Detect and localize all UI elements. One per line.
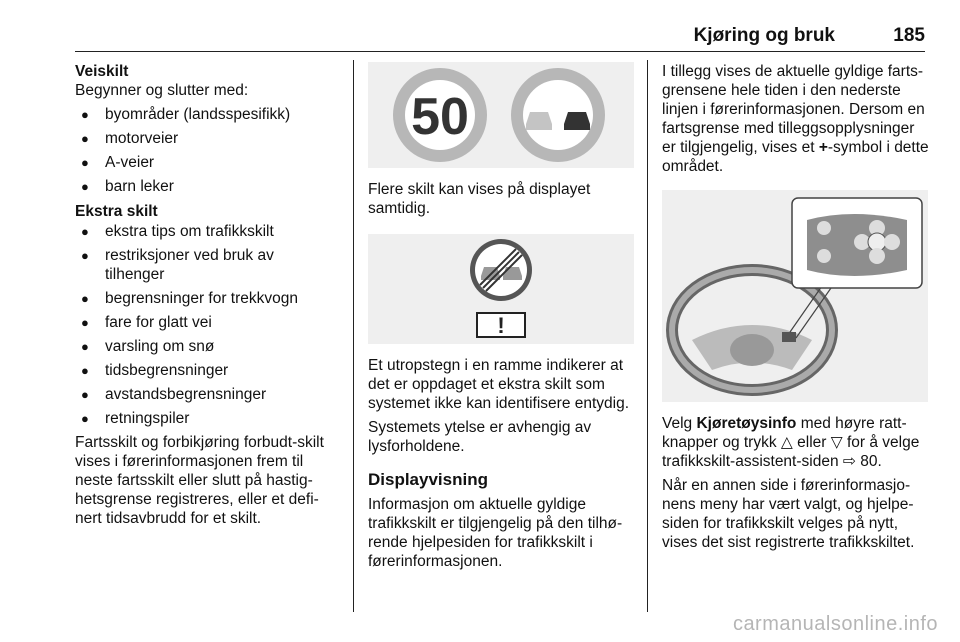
paragraph-return: Når en annen side i førerinformasjonens meny har vært valgt, og hjelpesiden for trafikkskilt velges på nytt, vises det sist registrerte trafikkskiltet. — [662, 477, 915, 551]
down-arrow-icon: ▽ — [830, 434, 843, 451]
plus-symbol: + — [818, 139, 828, 156]
end-no-overtaking-sign-icon — [470, 239, 532, 301]
list-item: ● tidsbegrensninger — [75, 361, 337, 380]
list-item: ● avstandsbegrensninger — [75, 385, 337, 404]
menu-vehicle-info: Kjøretøysinfo — [696, 415, 797, 432]
exclamation-mark: ! — [497, 313, 505, 338]
page-reference-icon: ⇨ — [842, 453, 856, 470]
chapter-title: Kjøring og bruk — [693, 25, 835, 46]
column-right — [662, 62, 930, 552]
heading-veiskilt: Veiskilt — [75, 63, 129, 80]
paragraph-speed-limits: I tillegg vises de aktuelle gyldige fartsgrensene hele tiden i den nederste linjen i førerinformasjonen. Dersom en fartsgrense med tilleggsopplysninger er tilgjengelig, vises et +-symbol i dette området. — [662, 63, 929, 175]
speed-limit-sign — [393, 68, 487, 162]
list-item: ● begrensninger for trekkvogn — [75, 289, 337, 308]
extra-signs-list — [75, 222, 337, 428]
list-item: ● byområder (landsspesifikk) — [75, 105, 337, 124]
no-overtaking-sign-icon — [511, 68, 605, 162]
paragraph-fartsskilt: Fartsskilt og forbikjøring forbudt-skilt vises i førerinformasjonen frem til neste fartsskilt eller slutt på hastighetsgrense registreres, eller et definert tidsavbrudd for et skilt. — [75, 434, 324, 527]
steering-wheel-illustration — [662, 190, 928, 402]
up-arrow-icon: △ — [780, 434, 793, 451]
list-item: ● barn leker — [75, 177, 337, 196]
display-text: Informasjon om aktuelle gyldige trafikkskilt er tilgjengelig på den tilhørende hjelpesiden for trafikkskilt i førerinformasjonen. — [368, 496, 623, 570]
speed-value: 50 — [411, 88, 469, 146]
list-item: ● motorveier — [75, 129, 337, 148]
column-divider — [353, 60, 354, 612]
list-item: ● ekstra tips om trafikkskilt — [75, 222, 337, 241]
page-reference: 80. — [855, 453, 882, 470]
exclamation-frame-icon — [477, 313, 525, 338]
column-left — [75, 62, 337, 528]
column-divider — [647, 60, 648, 612]
heading-displayvisning: Displayvisning — [368, 470, 488, 489]
figure-steering-wheel — [662, 190, 928, 402]
list-item: ● A-veier — [75, 153, 337, 172]
end-overtaking-illustration — [368, 234, 634, 344]
paragraph-select-info: Velg Kjøretøysinfo med høyre rattknapper og trykk △ eller ▽ for å velge trafikkskilt-assistent-siden ⇨ 80. — [662, 415, 920, 470]
page-header — [75, 22, 925, 52]
signs-illustration — [368, 62, 634, 168]
heading-ekstra-skilt: Ekstra skilt — [75, 203, 158, 220]
steering-buttons-inset — [792, 198, 922, 288]
road-types-list — [75, 105, 337, 196]
list-item: ● retningspiler — [75, 409, 337, 428]
list-item: ● restriksjoner ved bruk av tilhenger — [75, 246, 337, 284]
page-number: 185 — [893, 25, 925, 46]
figure-unknown-sign — [368, 234, 634, 344]
caption-multiple-signs: Flere skilt kan vises på displayet samtidig. — [368, 181, 591, 217]
caption-exclamation: Et utropstegn i en ramme indikerer at det er oppdaget et ekstra skilt som systemet ikke kan identifisere entydig. — [368, 357, 630, 412]
intro-text: Begynner og slutter med: — [75, 82, 249, 99]
caption-performance: Systemets ytelse er avhengig av lysforholdene. — [368, 419, 592, 455]
watermark: carmanualsonline.info — [732, 613, 938, 635]
list-item: ● varsling om snø — [75, 337, 337, 356]
column-middle — [368, 62, 636, 571]
list-item: ● fare for glatt vei — [75, 313, 337, 332]
figure-signs — [368, 62, 634, 168]
